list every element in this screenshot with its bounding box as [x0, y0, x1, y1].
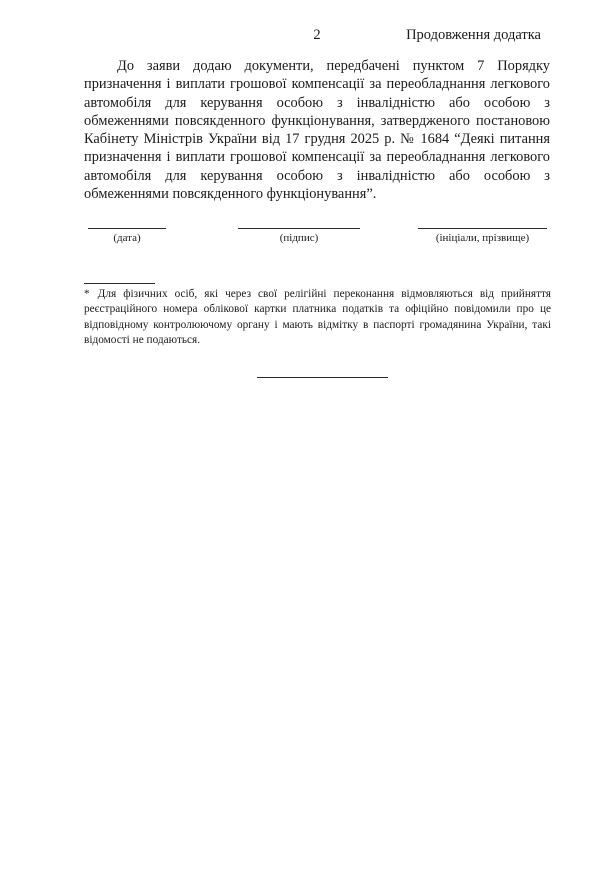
- footnote: [84, 287, 551, 349]
- signature-initials-label: (ініціали, прізвище): [435, 232, 530, 244]
- footnote-text: Для фізичних осіб, які через свої релігійні переконання відмовляються від прийняття реєстраційного номера облікової картки платника податків та офіційно повідомили про це відповідному контролюючому органу і мають відмітку в паспорті громадянина України, такі відомості не подаються.: [84, 288, 551, 347]
- signature-sign-label: (підпис): [279, 232, 319, 244]
- bottom-rule: [257, 377, 388, 378]
- footnote-marker: *: [84, 288, 90, 300]
- footnote-divider: [84, 283, 155, 284]
- page-number: 2: [313, 27, 321, 43]
- signature-field-signature: [238, 228, 360, 244]
- signature-field-date: [88, 228, 166, 244]
- signature-field-initials: [418, 228, 547, 244]
- continuation-header: Продовження додатка: [406, 27, 541, 43]
- body-paragraph: До заяви додаю документи, передбачені пунктом 7 Порядку призначення і виплати грошової компенсації за переобладнання легкового автомобіля для керування особою з інвалідністю або особою з обмеженнями повсякденного функціонування, затвердженого постановою Кабінету Міністрів України від 17 грудня 2025 р. № 1684 “Деякі питання призначення і виплати грошової компенсації за переобладнання легкового автомобіля для керування особою з інвалідністю або особою з обмеженнями повсякденного функціонування”.: [84, 58, 550, 203]
- signature-date-label: (дата): [113, 232, 141, 244]
